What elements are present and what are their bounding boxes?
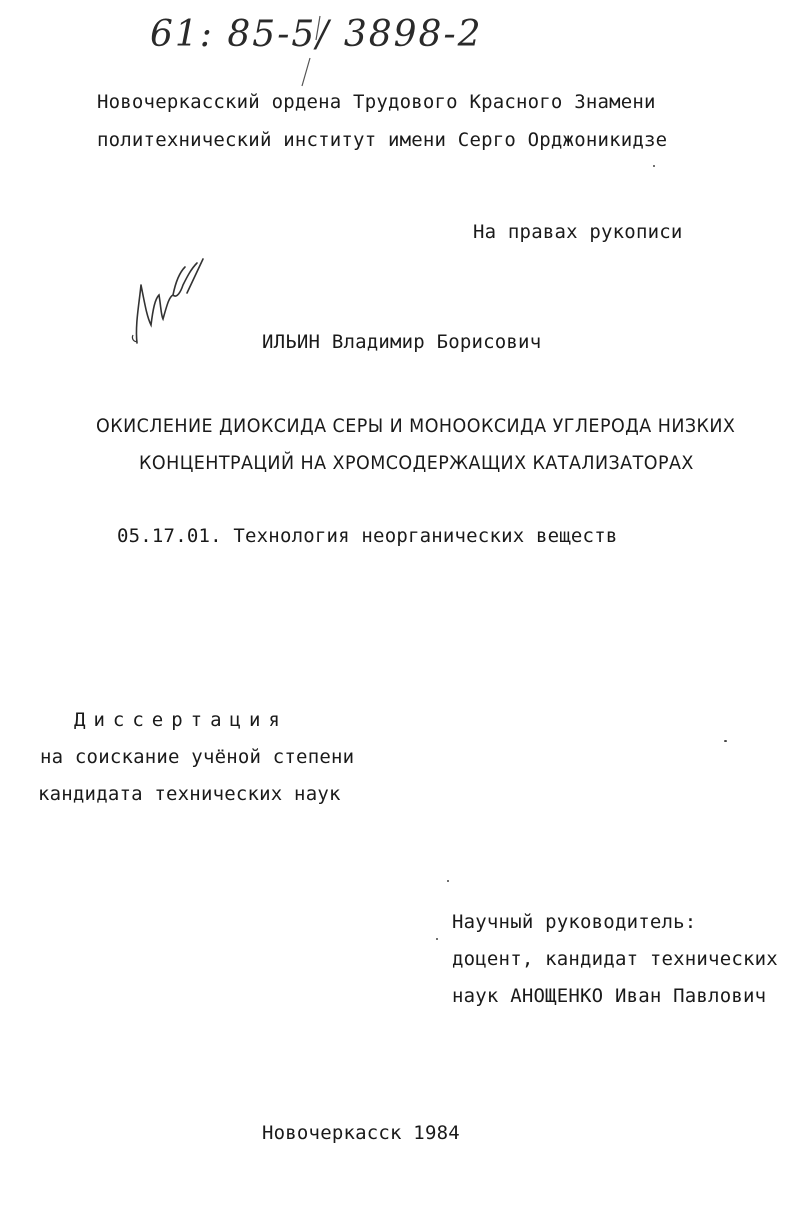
author-name: ИЛЬИН Владимир Борисович [262,331,542,353]
paper-speck [436,938,438,940]
supervisor-name: наук АНОЩЕНКО Иван Павлович [452,985,767,1007]
place-year: Новочеркасск 1984 [262,1122,460,1144]
paper-speck [447,880,449,882]
dissertation-title-line-1: ОКИСЛЕНИЕ ДИОКСИДА СЕРЫ И МОНООКСИДА УГЛЕРОДА НИЗКИХ [96,415,736,437]
supervisor-label: Научный руководитель: [452,911,697,933]
paper-speck [724,740,727,742]
dissertation-degree-line: на соискание учёной степени [40,746,355,768]
institute-line-1: Новочеркасский ордена Трудового Красного Знамени [97,91,656,113]
author-signature [125,255,215,350]
institute-line-2: политехнический институт имени Серго Орджоникидзе [97,129,668,151]
archive-code: 61: 85-5/ 3898-2 [150,14,483,55]
paper-speck [653,165,655,167]
archive-code-stroke-icon [280,10,330,90]
dissertation-title-line-2: КОНЦЕНТРАЦИЙ НА ХРОМСОДЕРЖАЩИХ КАТАЛИЗАТОРАХ [139,452,694,474]
dissertation-field-line: кандидата технических наук [38,783,341,805]
specialty: 05.17.01. Технология неорганических веществ [117,525,618,547]
rights-note: На правах рукописи [473,221,683,243]
supervisor-title: доцент, кандидат технических [452,948,778,970]
dissertation-heading: Диссертация [74,709,288,731]
